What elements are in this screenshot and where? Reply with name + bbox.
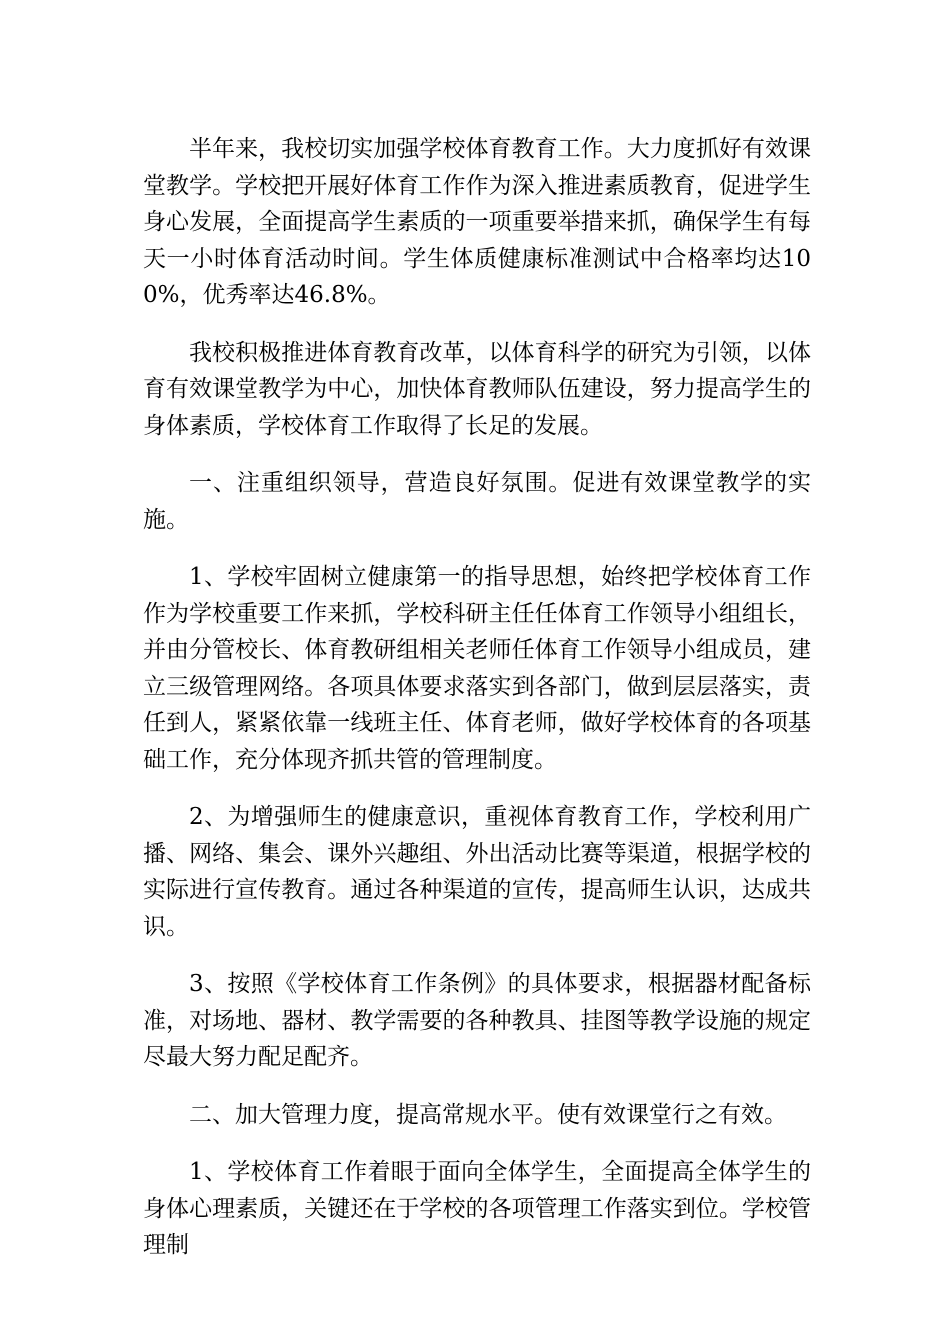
section-heading-2: 二、加大管理力度，提高常规水平。使有效课堂行之有效。 [189, 1101, 787, 1128]
paragraph-1-2: 2、为增强师生的健康意识，重视体育教育工作，学校利用广播、网络、集会、课外兴趣组、外出活动比赛等渠道，根据学校的实际进行宣传教育。通过各种渠道的宣传，提高师生认识，达成共识。 [143, 804, 811, 940]
paragraph-1-1: 1、学校牢固树立健康第一的指导思想，始终把学校体育工作作为学校重要工作来抓，学校科研主任任体育工作领导小组组长，并由分管校长、体育教研组相关老师任体育工作领导小组成员，建立三级管理网络。各项具体要求落实到各部门，做到层层落实，责任到人，紧紧依靠一线班主任、体育老师，做好学校体育的各项基础工作，充分体现齐抓共管的管理制度。 [143, 564, 811, 773]
paragraph-reform: 我校积极推进体育教育改革，以体育科学的研究为引领，以体育有效课堂教学为中心，加快体育教师队伍建设，努力提高学生的身体素质，学校体育工作取得了长足的发展。 [143, 339, 811, 439]
section-heading-1: 一、注重组织领导，营造良好氛围。促进有效课堂教学的实施。 [143, 470, 811, 533]
paragraph-1-3: 3、按照《学校体育工作条例》的具体要求，根据器材配备标准，对场地、器材、教学需要的各种教具、挂图等教学设施的规定尽最大努力配足配齐。 [143, 971, 811, 1070]
document-body [143, 131, 811, 1285]
paragraph-intro: 半年来，我校切实加强学校体育教育工作。大力度抓好有效课堂教学。学校把开展好体育工作作为深入推进素质教育，促进学生身心发展，全面提高学生素质的一项重要举措来抓，确保学生有每天一小时体育活动时间。学生体质健康标准测试中合格率均达100%，优秀率达46.8%。 [143, 136, 811, 308]
paragraph-2-1: 1、学校体育工作着眼于面向全体学生，全面提高全体学生的身体心理素质，关键还在于学校的各项管理工作落实到位。学校管理制 [143, 1159, 811, 1258]
